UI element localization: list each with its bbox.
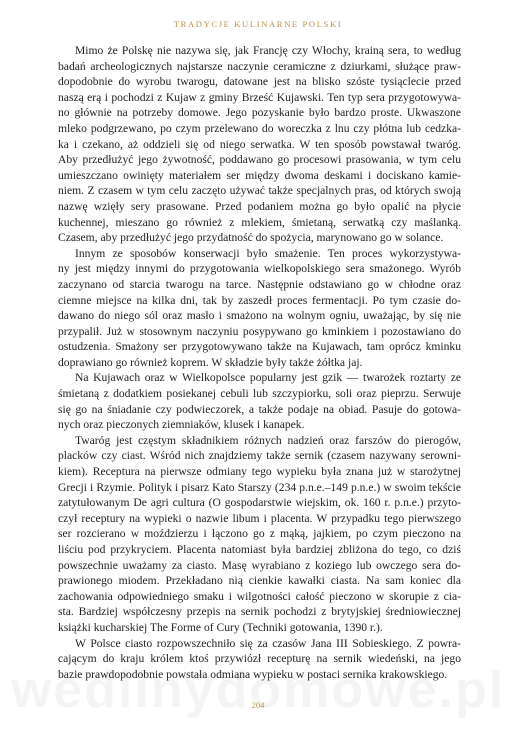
text-line: Czasem, aby przedłużyć jego przydatność do spożycia, marynowano go w solance.	[58, 231, 444, 245]
text-line: dopodobnie do wyrobu twarogu, datowane jest na blisko szóste tysiąclecie przed	[58, 75, 461, 89]
text-line: kuchennej, mieszano go również z mlekiem, śmietaną, serwatką czy maślanką.	[58, 215, 461, 229]
text-line: Na Kujawach oraz w Wielkopolsce popularny jest gzik — twarożek roztarty ze	[75, 371, 461, 385]
text-line: doprawiano go również koprem. W składzie były także żółtka jaj.	[58, 355, 363, 369]
text-line: ser rozcierano w moździerzu i łączono go z mąką, jajkiem, po czym pieczono na	[58, 527, 461, 541]
text-line: zaczynano od starcia twarogu na tarce. Następnie odstawiano go w chłodne oraz	[58, 277, 461, 291]
text-line: czył receptury na wypieki o nazwie libum i placenta. W przypadku tego pierwszego	[58, 511, 461, 525]
text-line: umieszczano owinięty materiałem ser między dwoma deskami i dociskano kamie-	[58, 168, 461, 182]
text-line: mleko podgrzewano, po czym przelewano do woreczka z lnu czy płótna lub cedzka-	[58, 121, 461, 135]
paragraph	[58, 433, 461, 636]
text-line: W Polsce ciasto rozpowszechniło się za czasów Jana III Sobieskiego. Z powra-	[75, 636, 461, 650]
page-number: 204	[251, 700, 265, 710]
text-line: zachowania odpowiedniego smaku i wilgotności całość pieczono w skorupie z cia-	[58, 589, 461, 603]
text-line: bazie prawdopodobnie powstała odmiana wypieku w postaci sernika krakowskiego.	[58, 667, 448, 681]
text-line: cającym do kraju królem ktoś przywiózł recepturę na sernik wiedeński, na jego	[58, 652, 461, 666]
text-line: prawionego miodem. Przekładano nią cienkie kawałki ciasta. Na sam koniec dla	[58, 574, 461, 588]
text-line: ka i czekano, aż oddzieli się od niego serwatka. W ten sposób powstawał twaróg.	[58, 137, 461, 151]
text-line: Aby przedłużyć jego żywotność, poddawano go procesowi prasowania, w tym celu	[58, 153, 461, 167]
paragraph	[58, 246, 461, 371]
text-line: ostudzenia. Smażony ser przygotowywano także na Kujawach, tam oprócz kminku	[58, 340, 461, 354]
text-line: książki kucharskiej The Forme of Cury (Techniki gotowania, 1390 r.).	[58, 620, 383, 634]
paragraph	[58, 43, 461, 246]
text-line: Innym ze sposobów konserwacji było smażenie. Ten proces wykorzystywa-	[75, 246, 461, 260]
body-text	[58, 43, 461, 682]
text-line: nazwę wzięły sery prasowane. Przed podaniem można go było opalić na płycie	[58, 199, 461, 213]
text-line: naszą erą i pochodzi z Kujaw z gminy Brześć Kujawski. Ten typ sera przygotowywa-	[58, 90, 461, 104]
text-line: się go na śniadanie czy podwieczorek, a także podaje na obiad. Pasuje do gotowa-	[58, 402, 461, 416]
running-head: TRADYCJE KULINARNE POLSKI	[173, 19, 343, 29]
text-line: kiem). Receptura na pierwsze odmiany tego wypieku była znana już w starożytnej	[58, 465, 461, 479]
text-line: powszechnie uważamy za ciasto. Masę wyrabiano z koziego lub owczego sera do-	[58, 558, 461, 572]
text-line: śmietaną z dodatkiem posiekanej cebuli lub szczypiorku, soli oraz pieprzu. Serwuje	[58, 387, 461, 401]
text-line: sta. Bardziej współczesny przepis na sernik pochodzi z brytyjskiej średniowiecznej	[58, 605, 461, 619]
text-line: Grecji i Rzymie. Polityk i pisarz Kato Starszy (234 p.n.e.–149 p.n.e.) w swoim tekście	[58, 480, 461, 494]
text-line: ciemne miejsce na kilka dni, tak by zaszedł proces fermentacji. Po tym czasie do-	[58, 293, 461, 307]
text-line: zatytułowanym De agri cultura (O gospodarstwie wiejskim, ok. 160 r. p.n.e.) przyto-	[58, 496, 461, 510]
text-line: przypalił. Już w stosownym naczyniu posypywano go kminkiem i pozostawiano do	[58, 324, 461, 338]
text-line: niem. Z czasem w tym celu zaczęto używać także specjalnych pras, od których swoją	[58, 184, 461, 198]
watermark	[6, 660, 510, 720]
text-line: nych oraz pieczonych ziemniaków, klusek i kanapek.	[58, 418, 305, 432]
text-line: Mimo że Polskę nie nazywa się, jak Francję czy Włochy, krainą sera, to według	[75, 44, 461, 57]
text-line: ny jest między innymi do przygotowania wielkopolskiego sera smażonego. Wyrób	[58, 262, 461, 276]
text-line: liściu pod przykryciem. Placenta natomiast była bardziej zbliżona do tego, co dziś	[58, 543, 461, 556]
text-line: Twaróg jest częstym składnikiem różnych nadzień oraz farszów do pierogów,	[75, 433, 461, 447]
text-line: badań archeologicznych najstarsze naczynie ceramiczne z dziurkami, służące praw-	[58, 59, 461, 73]
text-line: dawano do niego sól oraz masło i smażono na wolnym ogniu, uważając, by się nie	[58, 309, 461, 323]
paragraph	[58, 370, 461, 432]
text-line: placków czy ciast. Wśród nich znajdziemy także sernik (czasem nazywany serowni-	[58, 449, 461, 463]
text-line: no głównie na potrzeby domowe. Jego pozyskanie było bardzo proste. Ukwaszone	[58, 106, 461, 120]
